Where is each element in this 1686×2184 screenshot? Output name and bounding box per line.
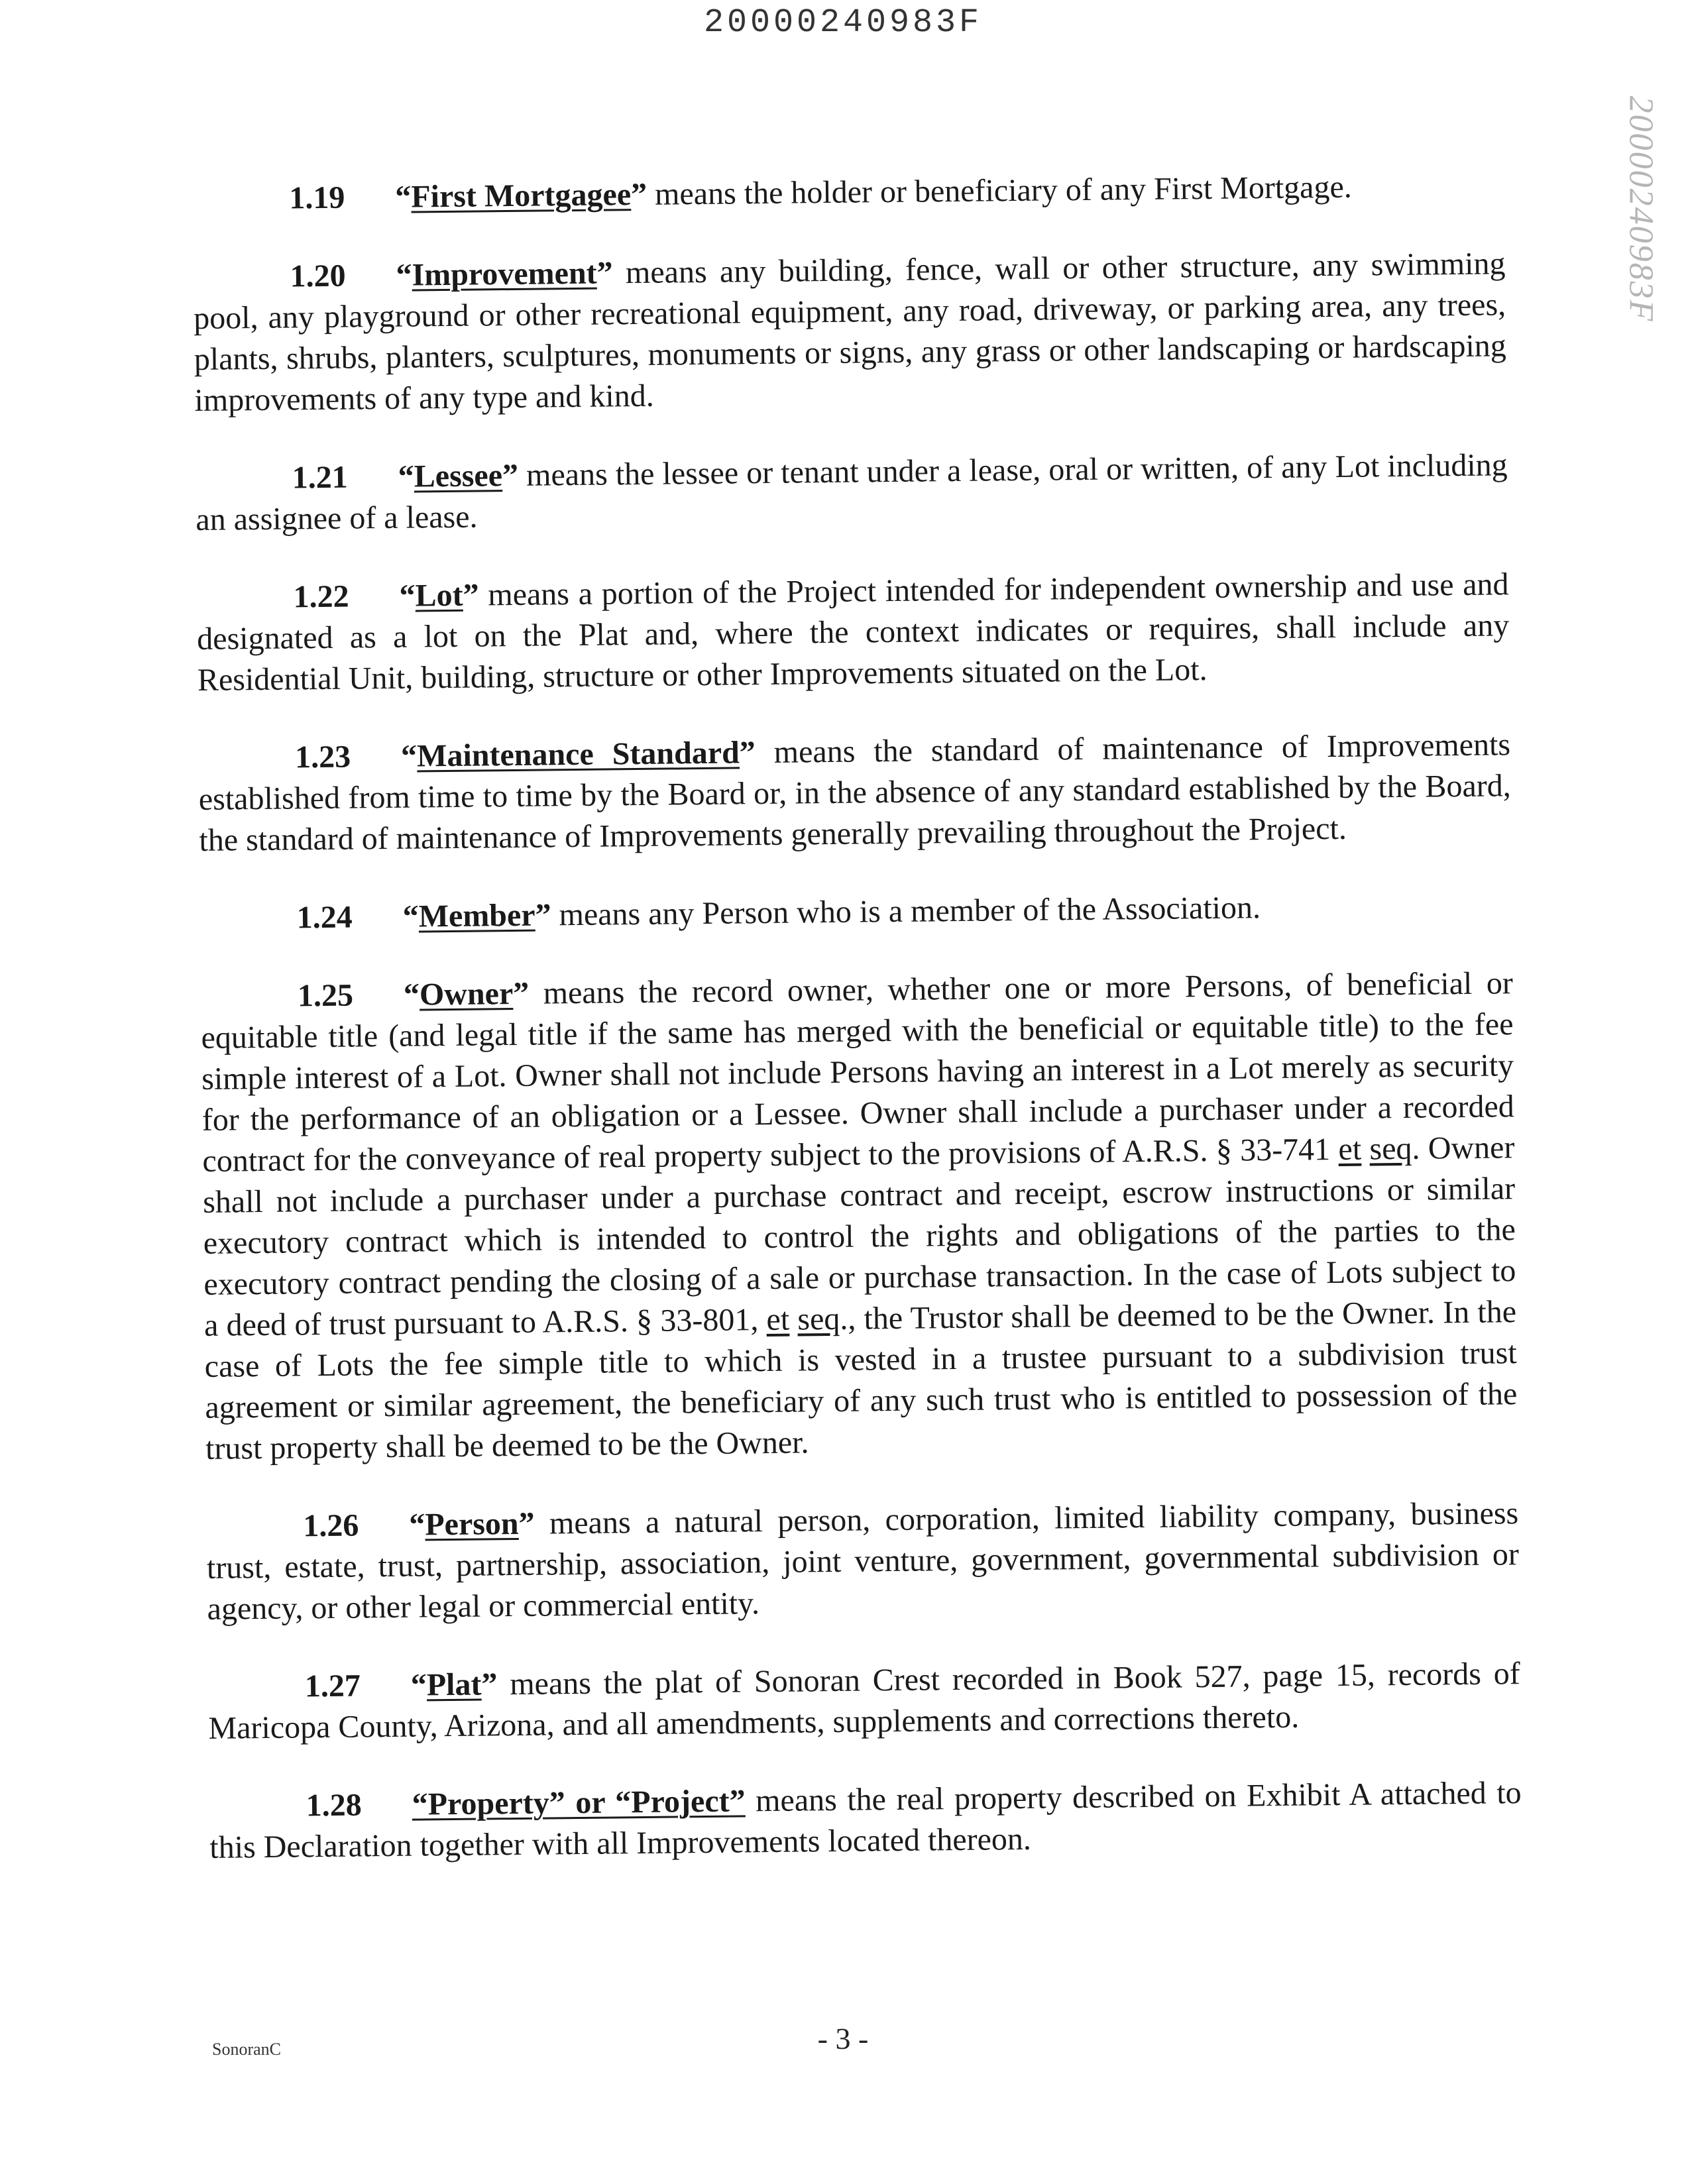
document-number: 20000240983F (703, 4, 983, 42)
section-number: 1.25 (297, 977, 354, 1014)
section-number: 1.23 (294, 739, 351, 775)
citation-et: et (1338, 1131, 1362, 1167)
section-text: means a natural person, corporation, limited liability company, business trust, estate, trust, partnership, association, joint venture, government, governmental subdivision or agency, or other legal or commercial entity. (206, 1496, 1520, 1627)
section-1-26 (206, 1493, 1520, 1630)
defined-term: “First Mortgagee” (395, 176, 647, 215)
section-1-22 (196, 564, 1510, 701)
section-text: means the record owner, whether one or more Persons, of beneficial or equitable title (and legal title if the same has merged with the beneficial or equitable title) to the fee simple interest of a Lot. Owner shall not include Persons having an interest in a Lot merely as security for the performance of an obligation or a Lessee. Owner shall include a purchaser under a recorded contract for the conveyance of real property subject to the provisions of A.R.S. § 33-741 (201, 965, 1515, 1179)
section-text: means a portion of the Project intended for independent ownership and use and designated as a lot on the Plat and, where the context indicates or requires, shall include any Residential Unit, building, structure or other Improvements situated on the Lot. (196, 567, 1510, 698)
section-1-27 (208, 1653, 1521, 1749)
defined-term: “Person” (409, 1505, 535, 1543)
section-number: 1.26 (303, 1507, 359, 1544)
section-text: means the standard of maintenance of Improvements established from time to time by the Board or, in the absence of any standard established by the Board, the standard of maintenance of Improvements generally prevailing throughout the Project. (198, 727, 1511, 858)
section-number: 1.27 (304, 1668, 361, 1704)
citation-seq: seq (797, 1301, 840, 1337)
section-number: 1.21 (292, 459, 349, 496)
section-text: means any building, fence, wall or other structure, any swimming pool, any playground or other recreational equipment, any road, driveway, or parking area, any trees, plants, shrubs, planters, sculptures, monuments or signs, any grass or other landscaping or hardscaping improvements of any type and kind. (193, 246, 1507, 418)
section-text: means the real property described on Exhibit A attached to this Declaration together with all Improvements located thereon. (209, 1775, 1522, 1865)
defined-term: “Lessee” (398, 457, 519, 494)
citation-seq: seq (1369, 1130, 1412, 1167)
section-text: means the plat of Sonoran Crest recorded in Book 527, page 15, records of Maricopa County, Arizona, and all amendments, supplements and corrections thereto. (208, 1656, 1521, 1746)
section-1-21 (195, 445, 1508, 541)
defined-term: “Improvement” (396, 255, 613, 293)
section-number: 1.20 (290, 258, 346, 294)
section-number: 1.22 (293, 578, 349, 615)
section-1-25 (201, 963, 1518, 1470)
defined-term: “Lot” (399, 577, 479, 614)
section-number: 1.28 (306, 1787, 362, 1824)
side-stamp-text: 20000240983F (1622, 95, 1660, 322)
section-text: means the holder or beneficiary of any First Mortgage. (646, 169, 1353, 212)
footer-document-id: SonoranC (212, 2040, 281, 2059)
defined-term: “Property” or “Project” (412, 1783, 746, 1822)
section-number: 1.24 (296, 899, 353, 936)
section-1-19 (192, 165, 1505, 220)
defined-term: “Owner” (403, 975, 530, 1012)
section-text: means any Person who is a member of the Association. (551, 890, 1261, 933)
section-text: . Owner shall not include a purchaser under a purchase contract and receipt, escrow instructions or similar executory contract which is intended to control the rights and obligations of the parties to the executory contract pending the closing of a sale or purchase transaction. In the case of Lots subject to a deed of trust pursuant to A.R.S. § 33-801, (202, 1130, 1516, 1343)
section-text: means the lessee or tenant under a lease, oral or written, of any Lot including an assignee of a lease. (196, 447, 1508, 537)
defined-term: “Member” (402, 897, 551, 934)
defined-term: “Plat” (410, 1666, 498, 1703)
section-1-23 (198, 724, 1512, 861)
section-text: ., the Trustor shall be deemed to be the Owner. In the case of Lots the fee simple title to which is vested in a trustee pursuant to a subdivision trust agreement or similar agreement, the beneficiary of any such trust who is entitled to possession of the trust property shall be deemed to be the Owner. (204, 1294, 1518, 1466)
section-number: 1.19 (289, 180, 345, 216)
section-1-20 (193, 243, 1506, 421)
side-stamp (1621, 96, 1661, 321)
section-1-28 (209, 1773, 1522, 1869)
citation-et: et (766, 1301, 790, 1338)
page-body (192, 165, 1522, 1906)
defined-term: “Maintenance Standard” (400, 735, 756, 774)
section-1-24 (199, 885, 1512, 940)
page-number: - 3 - (817, 2022, 869, 2055)
